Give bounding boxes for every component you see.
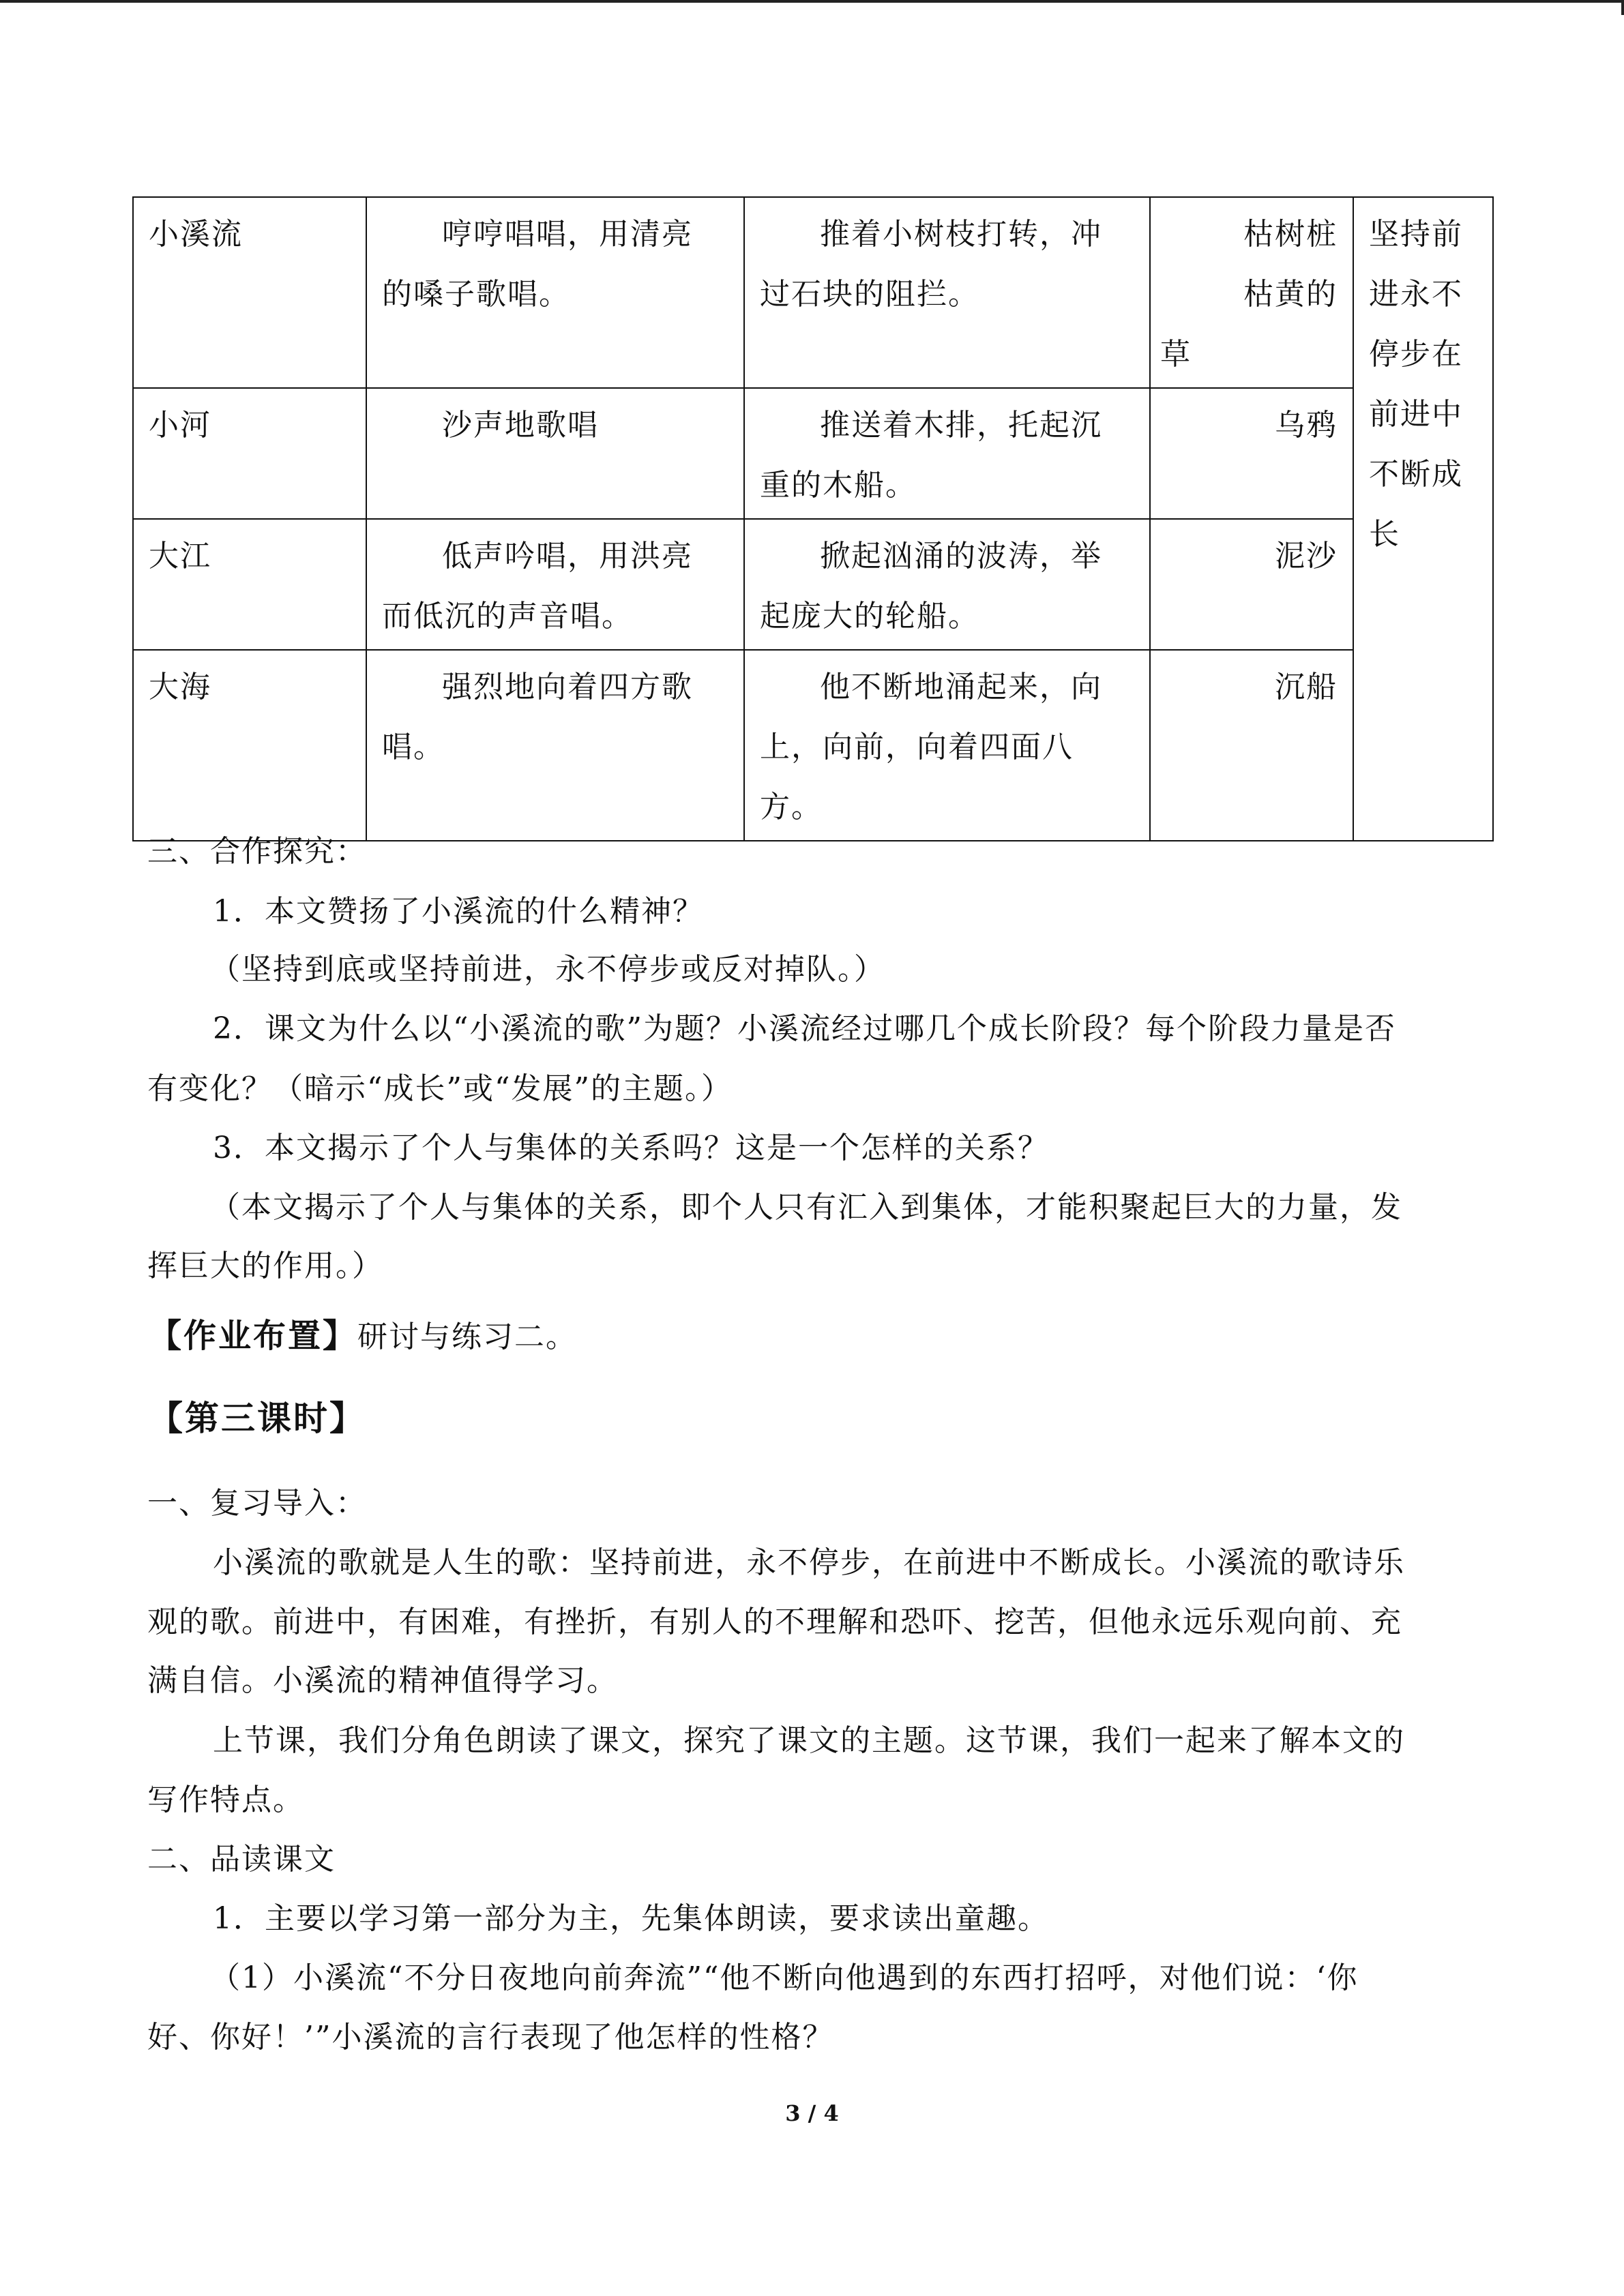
answer-3-line-1: （本文揭示了个人与集体的关系，即个人只有汇入到集体，才能积聚起巨大的力量，发 <box>210 1190 1402 1225</box>
lesson-three-title: 【第三课时】 <box>149 1399 366 1438</box>
answer-1: （坚持到底或坚持前进，永不停步或反对掉队。） <box>210 952 885 987</box>
obstacle-cell: 沉船 <box>1150 650 1353 841</box>
reading-item-1a-line-2: 好、你好！’”小溪流的言行表现了他怎样的性格？ <box>147 2020 834 2055</box>
reading-item-1a-line-1: （1）小溪流“不分日夜地向前奔流”“他不断向他遇到的东西打招呼，对他们说：‘你 <box>210 1960 1359 1995</box>
singing-cell: 低声吟唱，用洪亮 而低沉的声音唱。 <box>366 519 744 650</box>
homework-text: 研讨与练习二。 <box>357 1320 578 1354</box>
review-title: 一、复习导入： <box>147 1486 367 1521</box>
question-2-line-2: 有变化？（暗示“成长”或“发展”的主题。） <box>147 1071 733 1106</box>
table-row <box>133 650 1493 841</box>
question-1: 1．本文赞扬了小溪流的什么精神？ <box>213 894 704 929</box>
singing-cell: 哼哼唱唱，用清亮 的嗓子歌唱。 <box>366 197 744 388</box>
obstacle-cell: 泥沙 <box>1150 519 1353 650</box>
homework <box>149 1309 577 1356</box>
page-right-rule <box>1621 0 1624 15</box>
review-paragraph-2-line-2: 写作特点。 <box>147 1783 304 1817</box>
singing-cell: 沙声地歌唱 <box>366 388 744 519</box>
reading-title: 二、品读课文 <box>147 1842 336 1877</box>
obstacle-cell: 乌鸦 <box>1150 388 1353 519</box>
stage-cell: 小河 <box>133 388 366 519</box>
review-paragraph-2-line-1: 上节课，我们分角色朗读了课文，探究了课文的主题。这节课，我们一起来了解本文的 <box>213 1723 1405 1758</box>
action-cell: 他不断地涌起来，向 上，向前，向着四面八 方。 <box>744 650 1150 841</box>
action-cell: 掀起汹涌的波涛，举 起庞大的轮船。 <box>744 519 1150 650</box>
spirit-cell: 坚持前 进永不 停步在 前进中 不断成 长 <box>1353 197 1493 841</box>
table-row <box>133 388 1493 519</box>
stage-cell: 小溪流 <box>133 197 366 388</box>
review-paragraph-1-line-3: 满自信。小溪流的精神值得学习。 <box>147 1663 618 1698</box>
action-cell: 推着小树枝打转，冲 过石块的阻拦。 <box>744 197 1150 388</box>
stage-cell: 大江 <box>133 519 366 650</box>
question-3: 3．本文揭示了个人与集体的关系吗？这是一个怎样的关系？ <box>213 1131 1049 1165</box>
review-paragraph-1-line-2: 观的歌。前进中，有困难，有挫折，有别人的不理解和恐吓、挖苦，但他永远乐观向前、充 <box>147 1605 1402 1639</box>
page-top-rule <box>0 0 1624 3</box>
answer-3-line-2: 挥巨大的作用。） <box>147 1249 383 1283</box>
obstacle-cell: 枯树桩 枯黄的 草 <box>1150 197 1353 388</box>
table-row <box>133 197 1493 388</box>
homework-label: 【作业布置】 <box>149 1317 358 1355</box>
page-number: 3 / 4 <box>785 2100 839 2126</box>
stage-cell: 大海 <box>133 650 366 841</box>
review-paragraph-1-line-1: 小溪流的歌就是人生的歌：坚持前进，永不停步，在前进中不断成长。小溪流的歌诗乐 <box>213 1545 1405 1580</box>
action-cell: 推送着木排，托起沉 重的木船。 <box>744 388 1150 519</box>
reading-item-1: 1．主要以学习第一部分为主，先集体朗读，要求读出童趣。 <box>213 1901 1049 1936</box>
question-2-line-1: 2．课文为什么以“小溪流的歌”为题？小溪流经过哪几个成长阶段？每个阶段力量是否 <box>213 1011 1396 1046</box>
stage-table <box>132 196 1494 841</box>
section-three-title: 三、合作探究： <box>147 834 367 869</box>
table-row <box>133 519 1493 650</box>
singing-cell: 强烈地向着四方歌 唱。 <box>366 650 744 841</box>
